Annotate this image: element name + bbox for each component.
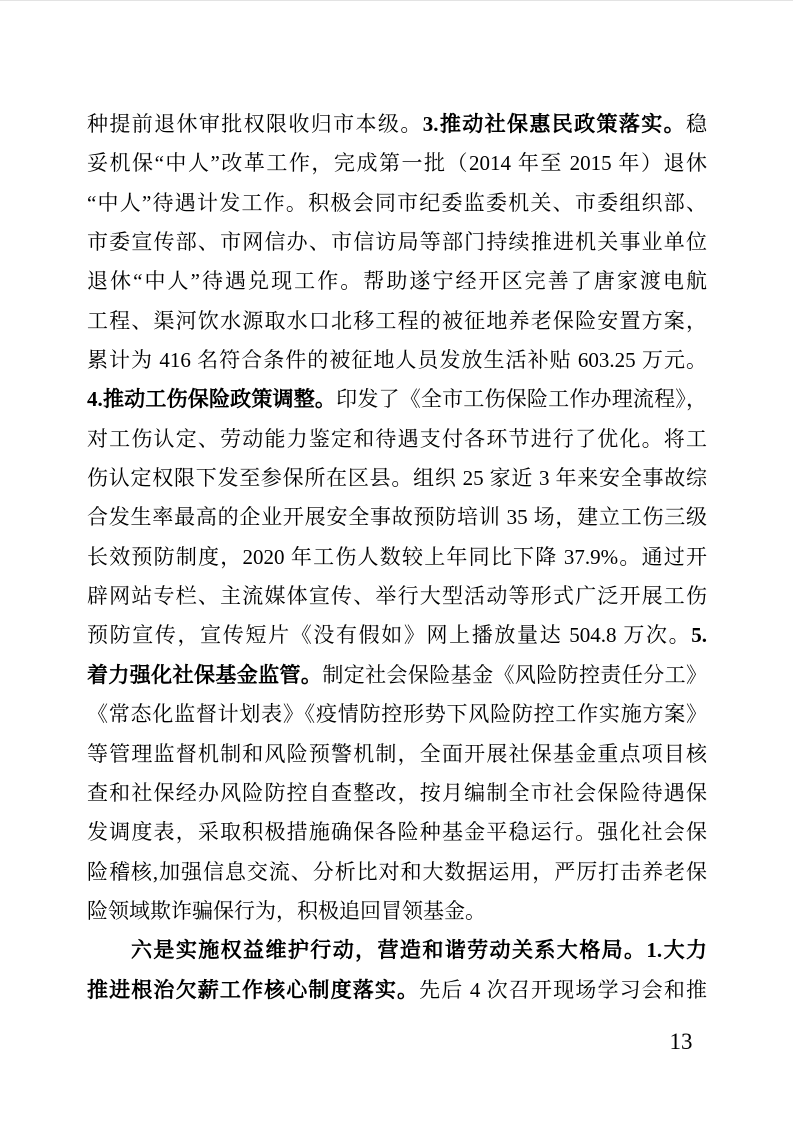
document-line — [87, 341, 707, 380]
text-run: 预防宣传，宣传短片《没有假如》网上播放量达 504.8 万次。 — [87, 623, 692, 648]
document-line — [87, 380, 707, 419]
bold-heading-run: 着力强化社保基金监管。 — [87, 662, 323, 687]
document-line-paragraph-start — [87, 931, 707, 970]
document-line — [87, 184, 707, 223]
text-run: 妥机保“中人”改革工作，完成第一批（2014 年至 2015 年）退休 — [87, 151, 707, 176]
text-run: 险领域欺诈骗保行为，积极追回冒领基金。 — [87, 898, 486, 923]
document-line — [87, 695, 707, 734]
document-line — [87, 459, 707, 498]
text-run: 种提前退休审批权限收归市本级。 — [87, 112, 423, 136]
document-line — [87, 616, 707, 655]
document-line — [87, 538, 707, 577]
document-line — [87, 774, 707, 813]
text-run: 市委宣传部、市网信办、市信访局等部门持续推进机关事业单位 — [87, 230, 707, 255]
document-line — [87, 302, 707, 341]
bold-heading-run: 5. — [691, 623, 707, 648]
text-run: 长效预防制度，2020 年工伤人数较上年同比下降 37.9%。通过开 — [87, 544, 707, 569]
document-line — [87, 813, 707, 852]
text-run: 印发了《全市工伤保险工作办理流程》， — [336, 387, 707, 412]
text-run: 等管理监督机制和风险预警机制，全面开展社保基金重点项目核 — [87, 741, 707, 766]
bold-heading-run: 4.推动工伤保险政策调整。 — [87, 387, 337, 412]
document-line — [87, 498, 707, 537]
text-run: 稳 — [686, 112, 707, 136]
bold-heading-run: 3.推动社保惠民政策落实。 — [422, 112, 687, 136]
document-line — [87, 105, 707, 144]
text-run: 发调度表，采取积极措施确保各险种基金平稳运行。强化社会保 — [87, 820, 707, 845]
bold-heading-run: 推进根治欠薪工作核心制度落实。 — [87, 977, 420, 1002]
text-run: 工程、渠河饮水源取水口北移工程的被征地养老保险安置方案， — [87, 308, 707, 333]
document-line — [87, 853, 707, 892]
document-line — [87, 420, 707, 459]
text-run: 险稽核,加强信息交流、分析比对和大数据运用，严厉打击养老保 — [87, 859, 707, 884]
text-run: 伤认定权限下发至参保所在区县。组织 25 家近 3 年来安全事故综 — [87, 466, 707, 491]
text-run: 对工伤认定、劳动能力鉴定和待遇支付各环节进行了优化。将工 — [87, 426, 707, 451]
document-line — [87, 892, 707, 931]
document-line — [87, 223, 707, 262]
text-run: 辟网站专栏、主流媒体宣传、举行大型活动等形式广泛开展工伤 — [87, 584, 707, 609]
page-number: 13 — [669, 1029, 693, 1054]
text-run: 查和社保经办风险防控自查整改，按月编制全市社会保险待遇保 — [87, 780, 707, 805]
bold-heading-run: 六是实施权益维护行动，营造和谐劳动关系大格局。1.大力 — [131, 938, 707, 963]
document-body — [87, 105, 707, 1010]
text-run: 先后 4 次召开现场学习会和推 — [419, 977, 707, 1002]
document-line — [87, 577, 707, 616]
text-run: “中人”待遇计发工作。积极会同市纪委监委机关、市委组织部、 — [87, 190, 707, 215]
document-line — [87, 144, 707, 183]
document-line — [87, 971, 707, 1010]
text-run: 累计为 416 名符合条件的被征地人员发放生活补贴 603.25 万元。 — [87, 348, 707, 373]
document-line — [87, 735, 707, 774]
text-run: 合发生率最高的企业开展安全事故预防培训 35 场，建立工伤三级 — [87, 505, 707, 530]
document-line — [87, 656, 707, 695]
document-line — [87, 262, 707, 301]
text-run: 制定社会保险基金《风险防控责任分工》 — [322, 662, 707, 687]
text-run: 《常态化监督计划表》《疫情防控形势下风险防控工作实施方案》 — [87, 702, 707, 727]
text-run: 退休“中人”待遇兑现工作。帮助遂宁经开区完善了唐家渡电航 — [87, 269, 707, 294]
